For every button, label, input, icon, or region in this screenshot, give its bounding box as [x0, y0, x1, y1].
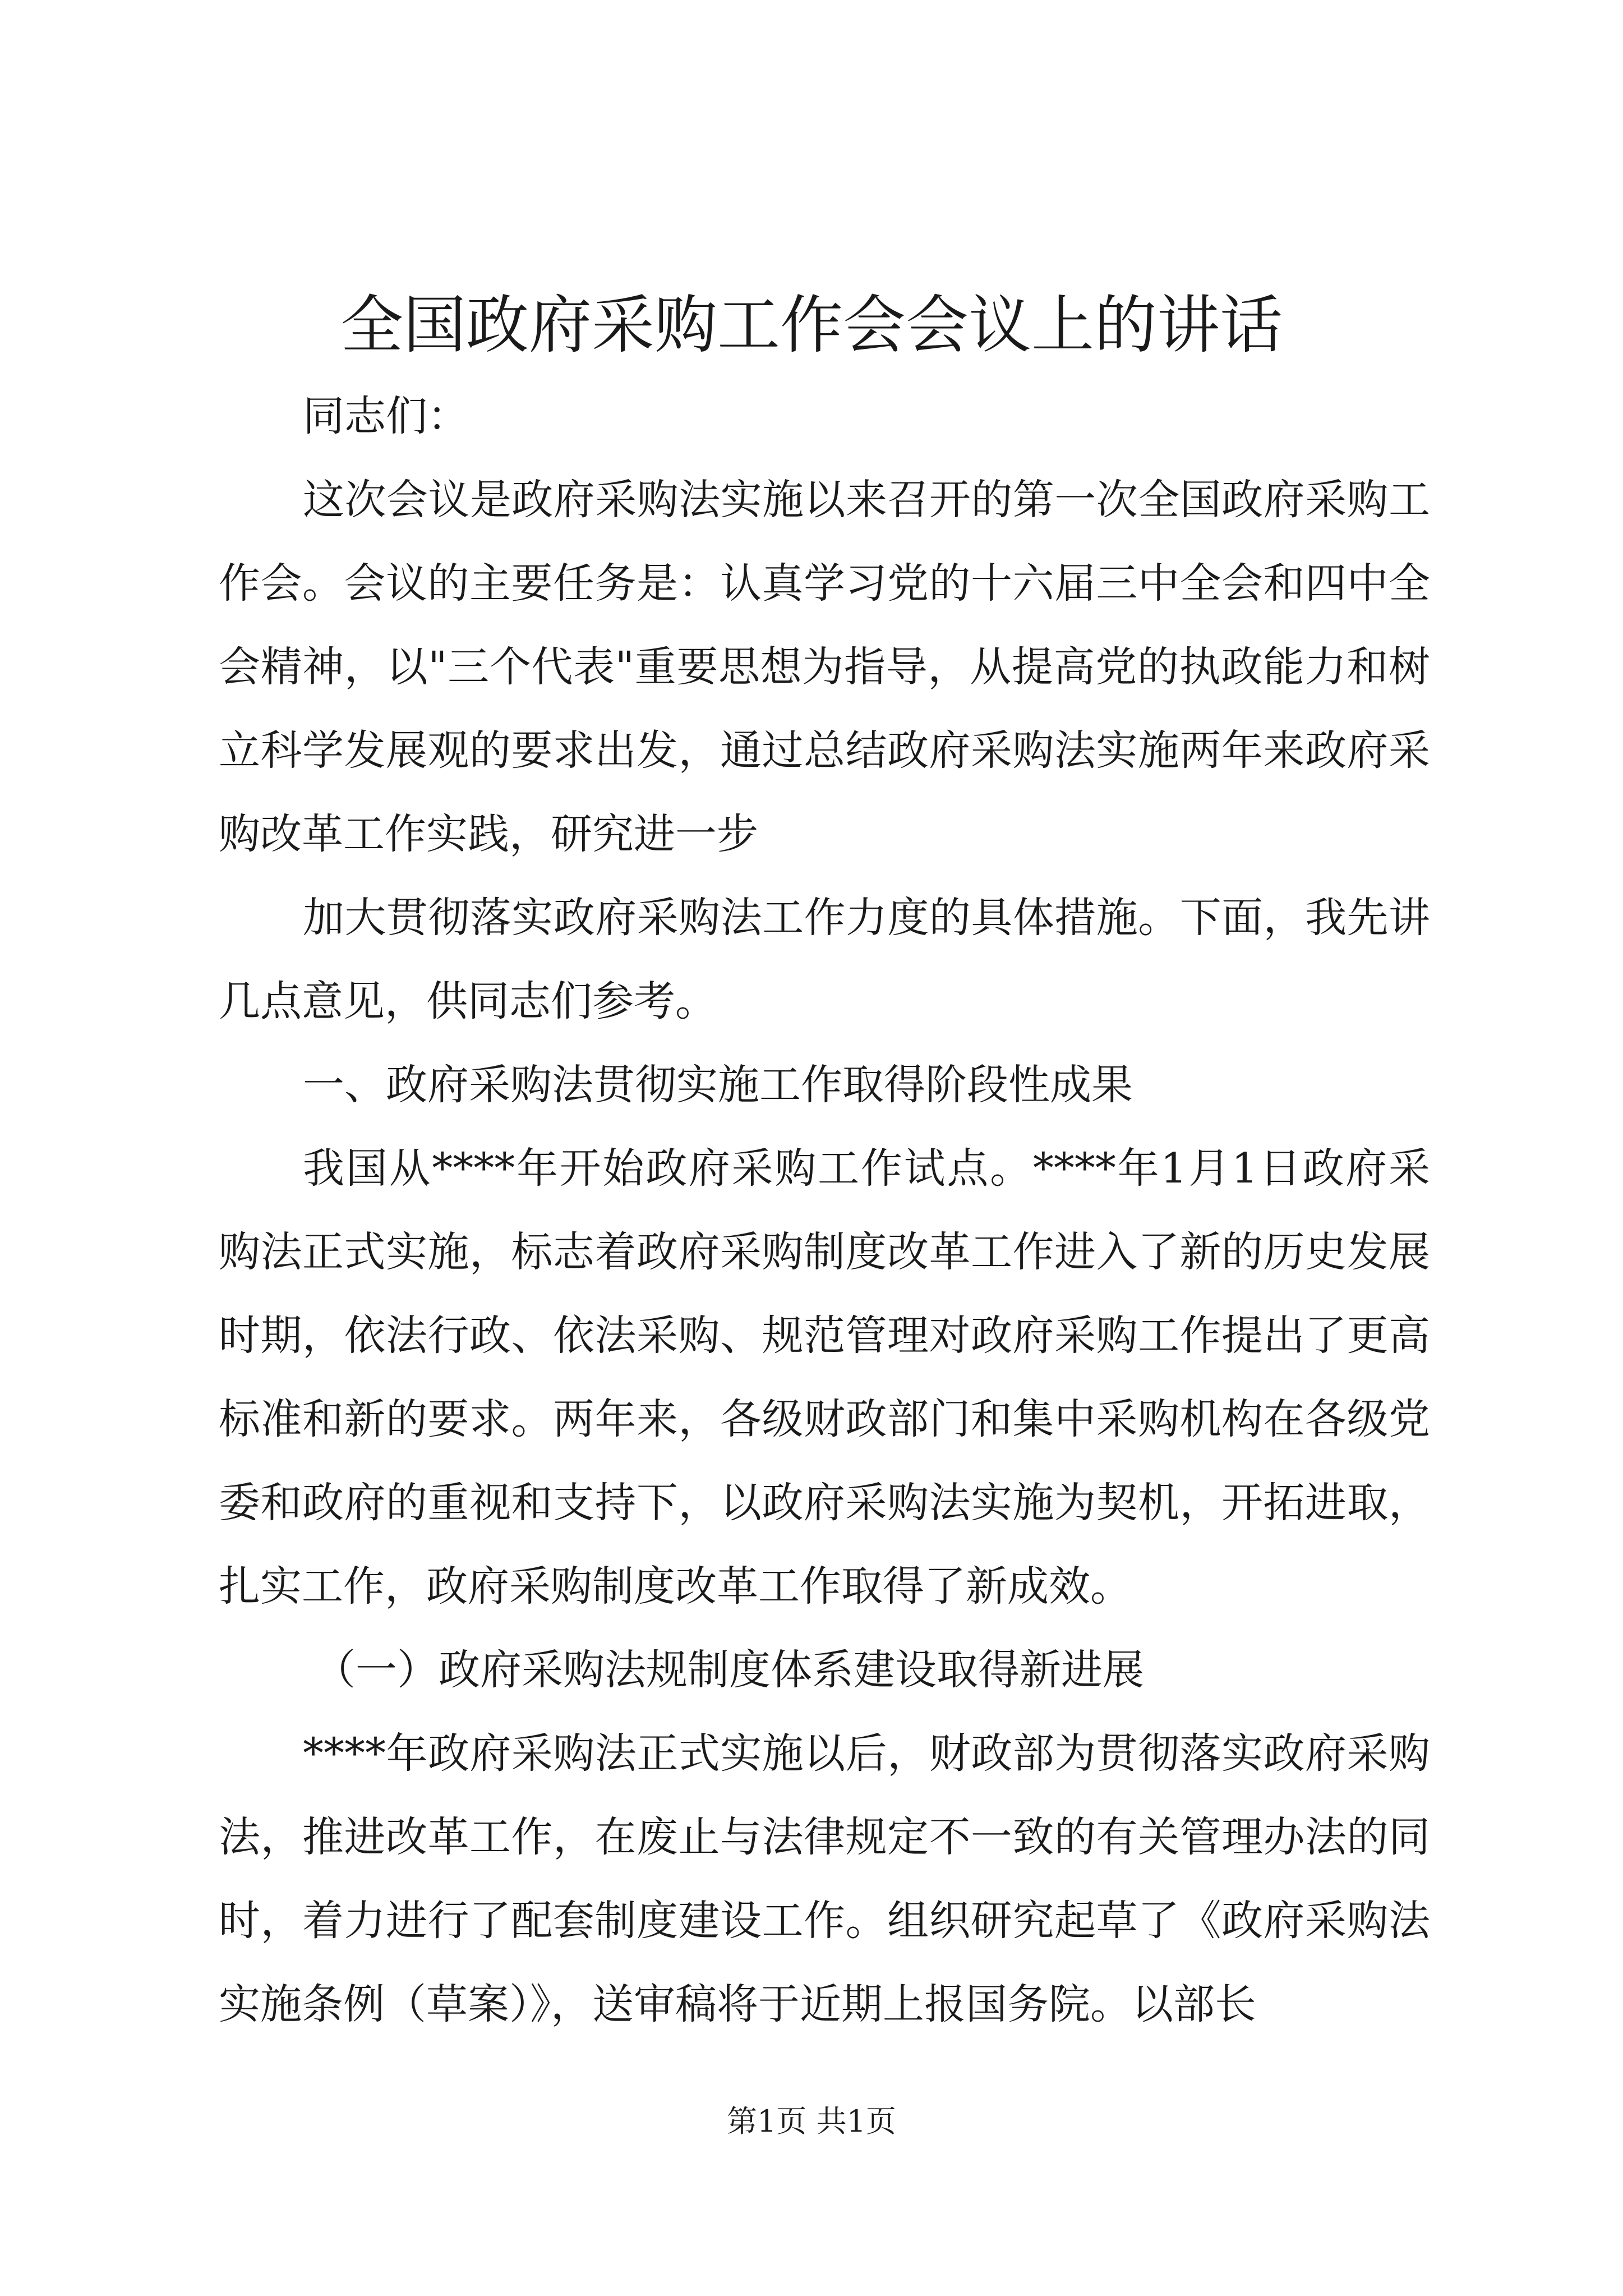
page-footer: 第1页 共1页	[727, 2104, 896, 2139]
document-body	[219, 375, 1430, 2046]
subsection-heading: （一）政府采购法规制度体系建设取得新进展	[314, 1646, 1144, 1694]
section-heading: 一、政府采购法贯彻实施工作取得阶段性成果	[303, 1061, 1133, 1109]
salutation: 同志们：	[303, 392, 469, 440]
paragraph: ****年政府采购法正式实施以后，财政部为贯彻落实政府采购法，推进改革工作，在废止与法律规定不一致的有关管理办法的同时，着力进行了配套制度建设工作。组织研究起草了《政府采购法实施条例（草案）》，送审稿将于近期上报国务院。以部长	[219, 1729, 1430, 2028]
paragraph: 加大贯彻落实政府采购法工作力度的具体措施。下面，我先讲几点意见，供同志们参考。	[219, 894, 1430, 1025]
document-title: 全国政府采购工作会会议上的讲话	[340, 289, 1283, 362]
paragraph: 我国从****年开始政府采购工作试点。****年1月1日政府采购法正式实施，标志着政府采购制度改革工作进入了新的历史发展时期，依法行政、依法采购、规范管理对政府采购工作提出了更高标准和新的要求。两年来，各级财政部门和集中采购机构在各级党委和政府的重视和支持下，以政府采购法实施为契机，开拓进取，扎实工作，政府采购制度改革工作取得了新成效。	[219, 1144, 1430, 1611]
paragraph: 这次会议是政府采购法实施以来召开的第一次全国政府采购工作会。会议的主要任务是：认真学习党的十六届三中全会和四中全会精神，以"三个代表"重要思想为指导，从提高党的执政能力和树立科学发展观的要求出发，通过总结政府采购法实施两年来政府采购改革工作实践，研究进一步	[219, 476, 1430, 858]
